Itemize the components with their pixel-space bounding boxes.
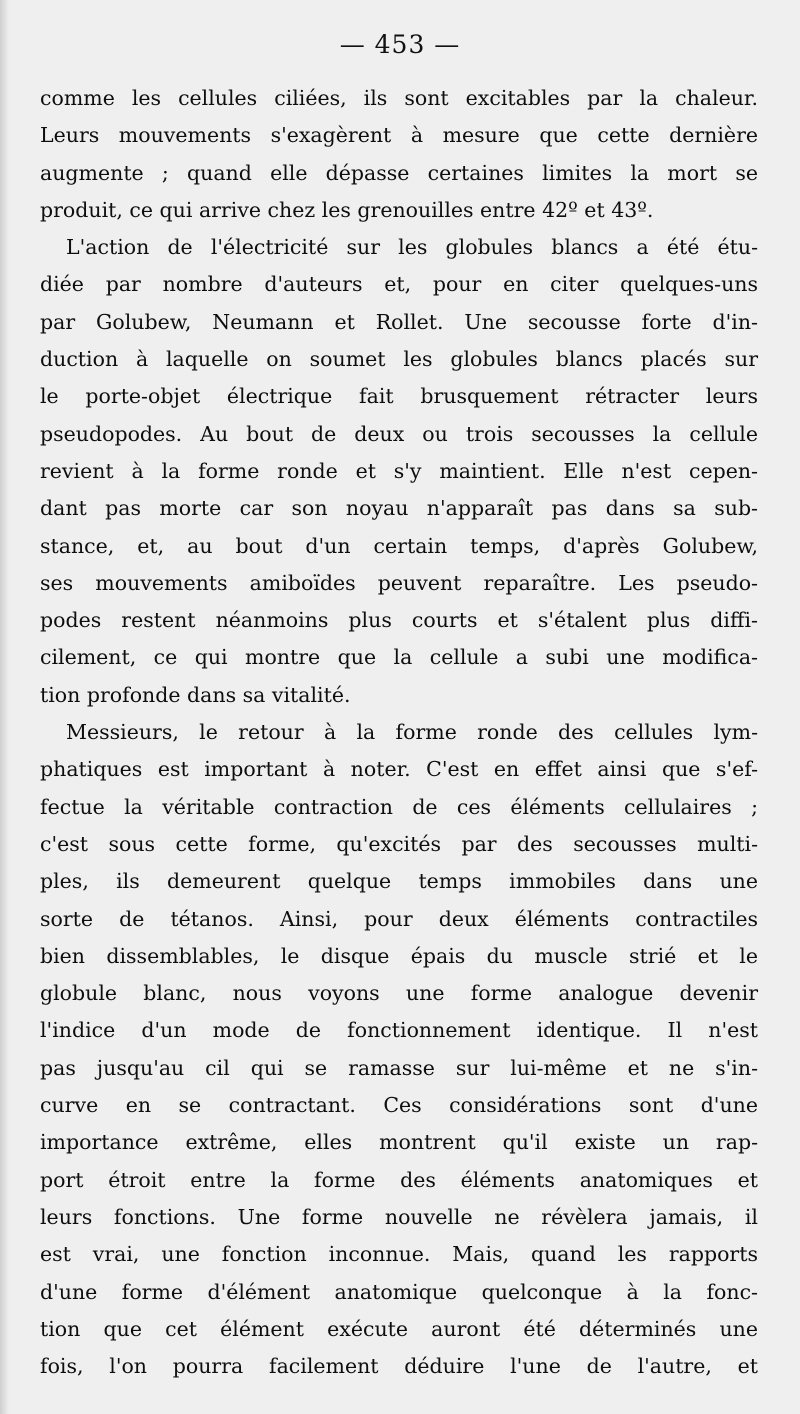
text-line: Leurs mouvements s'exagèrent à mesure que cette dernière: [40, 123, 758, 148]
text-line: augmente ; quand elle dépasse certaines limites la mort se: [40, 160, 758, 185]
text-line: par Golubew, Neumann et Rollet. Une secousse forte d'in-: [40, 309, 758, 334]
body-text: [40, 80, 758, 1385]
text-line: revient à la forme ronde et s'y maintient. Elle n'est cepen-: [40, 458, 758, 483]
text-line: ples, ils demeurent quelque temps immobiles dans une: [40, 869, 758, 894]
text-line: d'une forme d'élément anatomique quelconque à la fonc-: [40, 1279, 758, 1304]
page-number: — 453 —: [339, 30, 461, 59]
text-line: fois, l'on pourra facilement déduire l'une de l'autre, et: [40, 1354, 758, 1379]
text-line: L'action de l'électricité sur les globules blancs a été étu-: [66, 235, 758, 260]
text-line: port étroit entre la forme des éléments anatomiques et: [40, 1167, 758, 1192]
text-line: pas jusqu'au cil qui se ramasse sur lui-même et ne s'in-: [40, 1055, 758, 1080]
text-line: podes restent néanmoins plus courts et s'étalent plus diffi-: [40, 608, 758, 633]
text-line: sorte de tétanos. Ainsi, pour deux éléments contractiles: [40, 906, 758, 931]
text-line: globule blanc, nous voyons une forme analogue devenir: [40, 981, 758, 1006]
page-edge-shadow: [0, 0, 9, 1414]
text-line: duction à laquelle on soumet les globules blancs placés sur: [40, 347, 758, 372]
text-line: cilement, ce qui montre que la cellule a subi une modifica-: [40, 645, 758, 670]
text-line: leurs fonctions. Une forme nouvelle ne révèlera jamais, il: [40, 1204, 758, 1229]
text-line: dant pas morte car son noyau n'apparaît pas dans sa sub-: [40, 496, 758, 521]
text-line: est vrai, une fonction inconnue. Mais, quand les rapports: [40, 1242, 758, 1267]
text-line: importance extrême, elles montrent qu'il existe un rap-: [40, 1130, 758, 1155]
text-line: fectue la véritable contraction de ces éléments cellulaires ;: [40, 794, 758, 819]
text-line: curve en se contractant. Ces considérations sont d'une: [40, 1093, 758, 1118]
text-line: l'indice d'un mode de fonctionnement identique. Il n'est: [40, 1018, 758, 1043]
text-line: bien dissemblables, le disque épais du muscle strié et le: [40, 943, 758, 968]
text-line: Messieurs, le retour à la forme ronde des cellules lym-: [66, 720, 758, 745]
text-line: pseudopodes. Au bout de deux ou trois secousses la cellule: [40, 421, 758, 446]
text-line: phatiques est important à noter. C'est en effet ainsi que s'ef-: [40, 757, 758, 782]
text-line: comme les cellules ciliées, ils sont excitables par la chaleur.: [40, 86, 758, 110]
text-line: ses mouvements amiboïdes peuvent reparaître. Les pseudo-: [40, 570, 758, 595]
text-line: stance, et, au bout d'un certain temps, d'après Golubew,: [40, 533, 758, 558]
text-line: diée par nombre d'auteurs et, pour en citer quelques-uns: [40, 272, 758, 297]
text-line: tion profonde dans sa vitalité.: [40, 682, 351, 707]
text-line: produit, ce qui arrive chez les grenouilles entre 42º et 43º.: [40, 197, 654, 222]
text-line: tion que cet élément exécute auront été déterminés une: [40, 1316, 758, 1341]
text-line: le porte-objet électrique fait brusquement rétracter leurs: [40, 384, 758, 409]
text-line: c'est sous cette forme, qu'excités par des secousses multi-: [40, 831, 758, 856]
